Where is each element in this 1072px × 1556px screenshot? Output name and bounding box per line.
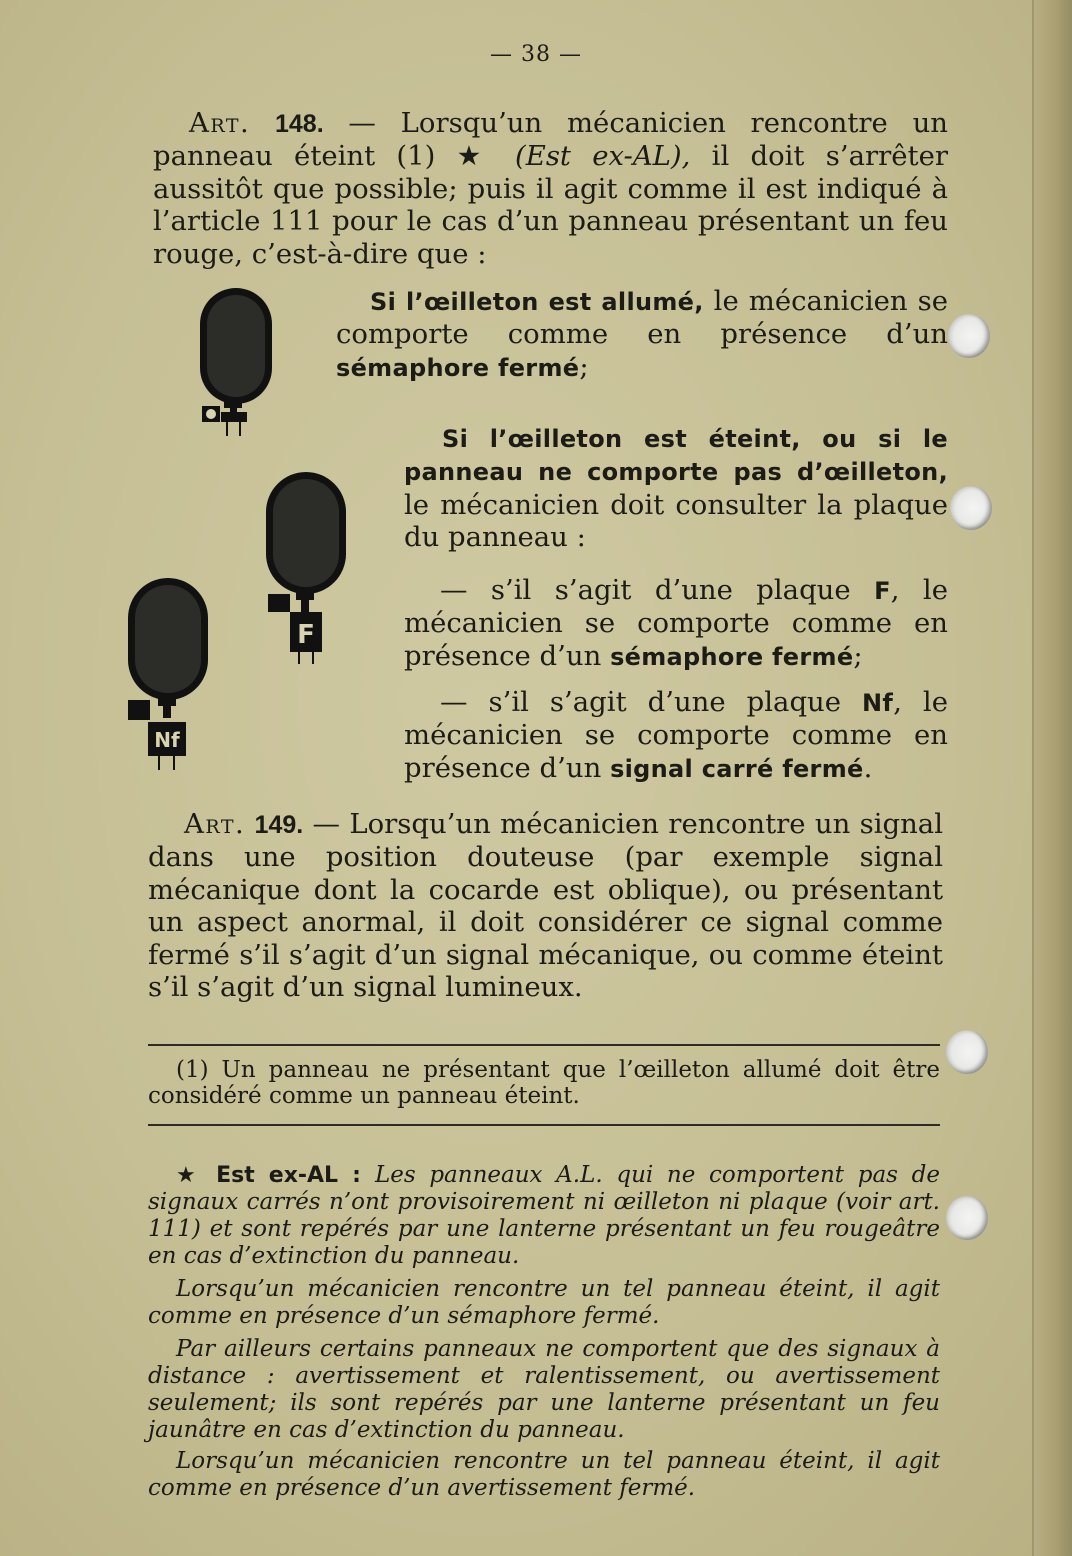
signal-panel-eyelet-lit-icon	[196, 286, 276, 440]
case-plate-f: — s’il s’agit d’une plaque F, le mécanicien se comporte comme en présence d’un sémaphore fermé;	[404, 574, 948, 672]
punch-hole	[950, 486, 992, 530]
plate-f-label: F	[874, 577, 891, 605]
article-number: 148.	[275, 110, 324, 138]
punch-hole	[946, 1030, 988, 1074]
case-eyelet-lit: Si l’œilleton est allumé, le mécanicien se comporte comme en présence d’un sémaphore fermé;	[336, 285, 948, 383]
punch-hole	[948, 314, 990, 358]
note-divider	[148, 1124, 940, 1126]
note-label: Est ex-AL	[202, 1163, 339, 1188]
punch-hole	[946, 1196, 988, 1240]
article-148: Art. 148. — Lorsqu’un mécanicien rencontre un panneau éteint (1) ★ (Est ex-AL), il doit s’arrêter aussitôt que possible; puis il agit comme il est indiqué à l’article 111 pour le cas d’un panneau présentant un feu rouge, c’est-à-dire que :	[153, 107, 948, 270]
case-plate-nf: — s’il s’agit d’une plaque Nf, le mécanicien se comporte comme en présence d’un signal carré fermé.	[404, 686, 948, 784]
page-binding	[1032, 0, 1072, 1556]
svg-text:F: F	[297, 620, 315, 650]
est-ex-al-note: ★ Est ex-AL : Les panneaux A.L. qui ne comportent pas de signaux carrés n’ont provisoirement ni œilleton ni plaque (voir art. 111) et sont repérés par une lanterne présentant un feu rougeâtre en cas d’extinction du panneau.	[148, 1162, 940, 1269]
binding-edge	[1032, 0, 1034, 1556]
plate-nf-label: Nf	[862, 689, 894, 717]
note-paragraph: Lorsqu’un mécanicien rencontre un tel panneau éteint, il agit comme en présence d’un avertissement fermé.	[148, 1448, 940, 1501]
footnote-divider	[148, 1044, 940, 1046]
note-paragraph: Par ailleurs certains panneaux ne comportent que des signaux à distance : avertissement et ralentissement, ou avertissement seulement; ils sont repérés par une lanterne présentant un feu jaunâtre en cas d’extinction du panneau.	[148, 1336, 940, 1443]
note-paragraph: Lorsqu’un mécanicien rencontre un tel panneau éteint, il agit comme en présence d’un sémaphore fermé.	[148, 1276, 940, 1329]
article-number: 149.	[254, 811, 304, 839]
article-label: Art.	[184, 808, 246, 840]
svg-text:Nf: Nf	[154, 728, 180, 752]
article-label: Art.	[189, 107, 251, 139]
article-149-text: Lorsqu’un mécanicien rencontre un signal dans une position douteuse (par exemple signal mécanique dont la cocarde est oblique), ou présentant un aspect anormal, il doit considérer ce signal comme fermé s’il s’agit d’un signal mécanique, ou comme éteint s’il s’agit d’un signal lumineux.	[148, 808, 943, 1004]
page-number: — 38 —	[490, 42, 582, 67]
star-icon: ★	[176, 1163, 203, 1188]
article-149: Art. 149. — Lorsqu’un mécanicien rencontre un signal dans une position douteuse (par exemple signal mécanique dont la cocarde est oblique), ou présentant un aspect anormal, il doit considérer ce signal comme fermé s’il s’agit d’un signal mécanique, ou comme éteint s’il s’agit d’un signal lumineux.	[148, 808, 943, 1004]
signal-panel-plate-nf-icon	[124, 576, 214, 774]
article-148-text: Lorsqu’un mécanicien rencontre un panneau éteint (1)	[153, 107, 948, 173]
signal-panel-plate-f-icon	[262, 470, 352, 666]
footnote: (1) Un panneau ne présentant que l’œilleton allumé doit être considéré comme un panneau éteint.	[148, 1057, 940, 1109]
est-ex-al-ref: (Est ex-AL),	[493, 140, 691, 173]
star-icon: ★	[456, 140, 494, 173]
article-148-text-cont: il doit s’arrêter aussitôt que possible; puis il agit comme il est indiqué à l’article 111 pour le cas d’un panneau présentant un feu rouge, c’est-à-dire que :	[153, 140, 948, 270]
case-eyelet-off: Si l’œilleton est éteint, ou si le panneau ne comporte pas d’œilleton, le mécanicien doit consulter la plaque du panneau :	[404, 425, 948, 554]
